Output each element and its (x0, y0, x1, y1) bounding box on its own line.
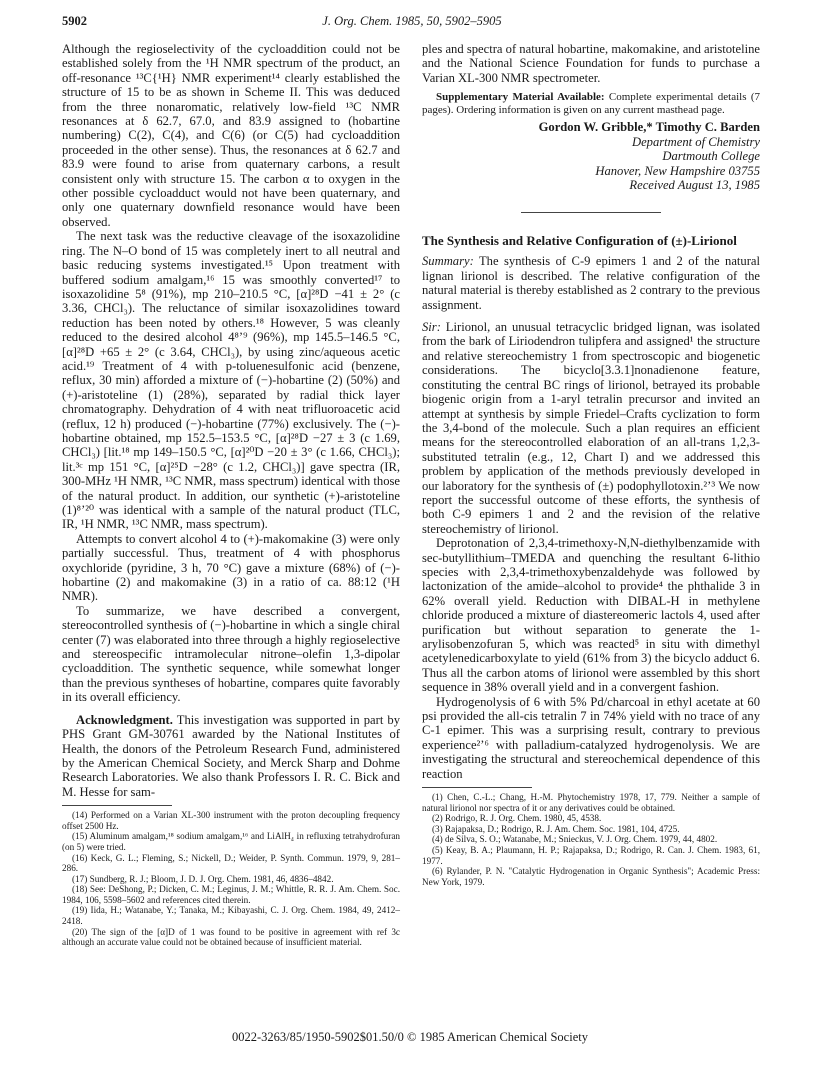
footnote: (5) Keay, B. A.; Plaumann, H. P.; Rajapaksa, D.; Rodrigo, R. Can. J. Chem. 1983, 61, 1977. (422, 845, 760, 866)
paragraph: Hydrogenolysis of 6 with 5% Pd/charcoal in ethyl acetate at 60 psi provided the all-cis tetralin 7 in 74% yield with no trace of any C-1 epimer. This was a surprising result, contrary to previous experience²ʼ⁶ with palladium-catalyzed hydrogenolysis. We are investigating the structural and stereochemical dependence of this reaction (422, 694, 760, 781)
author-names: Gordon W. Gribble,* Timothy C. Barden (538, 120, 760, 135)
right-column (422, 42, 760, 887)
summary-heading: Summary: (422, 254, 474, 269)
supplementary-material (422, 91, 760, 116)
paragraph: ples and spectra of natural hobartine, makomakine, and aristoteline and the National Science Foundation for funds to purchase a Varian XL-300 NMR spectrometer. (422, 42, 760, 85)
supplementary-heading: Supplementary Material Available: (436, 91, 605, 104)
affiliation-line: Department of Chemistry (631, 134, 760, 149)
journal-citation: J. Org. Chem. 1985, 50, 5902–5905 (322, 14, 502, 28)
footnote: (18) See: DeShong, P.; Dicken, C. M.; Leginus, J. M.; Whittle, R. R. J. Am. Chem. Soc. 1984, 106, 5598–5602 and references cited therein. (62, 884, 400, 905)
acknowledgment-heading: Acknowledgment. (76, 712, 173, 727)
footnotes-left (62, 810, 400, 948)
footnote: (1) Chen, C.-L.; Chang, H.-M. Phytochemistry 1978, 17, 779. Neither a sample of natural lirionol nor spectra of it or any derivatives could be obtained. (422, 792, 760, 813)
footnote: (6) Rylander, P. N. "Catalytic Hydrogenation in Organic Synthesis"; Academic Press: New York, 1979. (422, 866, 760, 887)
footnote-rule (62, 805, 172, 806)
page-number: 5902 (62, 14, 87, 28)
acknowledgment-text: This investigation was supported in part by PHS Grant GM-30761 awarded by the National Institutes of Health, the donors of the Petroleum Research Fund, administered by the American Chemical Society, and Merck Sharp and Dohme Research Laboratories. We also thank Professors I. R. C. Bick and M. Hesse for sam- (62, 712, 400, 799)
section-divider (521, 212, 661, 213)
footnote: (19) Iida, H.; Watanabe, Y.; Tanaka, M.; Kibayashi, C. J. Org. Chem. 1984, 49, 2412–2418. (62, 905, 400, 927)
footnote: (16) Keck, G. L.; Fleming, S.; Nickell, D.; Weider, P. Synth. Commun. 1979, 9, 281–286. (62, 852, 400, 874)
sir-heading: Sir: (422, 320, 441, 335)
footnote: (4) de Silva, S. O.; Watanabe, M.; Snieckus, V. J. Org. Chem. 1979, 44, 4802. (432, 834, 718, 845)
signature-block (422, 120, 760, 192)
supplementary-text: Complete experimental details (7 pages). Ordering information is given on any current masthead page. (422, 91, 760, 116)
summary-text: The synthesis of C-9 epimers 1 and 2 of the natural lignan lirionol is described. The relative configuration of the natural material is thereby established as 2 contrary to the previous assignment. (422, 254, 760, 312)
footnote: (3) Rajapaksa, D.; Rodrigo, R. J. Am. Chem. Soc. 1981, 104, 4725. (432, 823, 680, 834)
footnote: (17) Sundberg, R. J.; Bloom, J. D. J. Org. Chem. 1981, 46, 4836–4842. (72, 873, 334, 884)
footnote-rule (422, 787, 532, 788)
article-title: The Synthesis and Relative Configuration of (±)-Lirionol (422, 233, 737, 249)
paragraph-text: Lirionol, an unusual tetracyclic bridged lignan, was isolated from the bark of Liriodendron tulipfera and assigned¹ the structure and relative stereochemistry 1 from spectroscopic and biogenetic considerations. The bicyclo[3.3.1]nonadienone feature, constituting the central BC rings of lirionol, betrayed its probable biogenic origin from a 1-aryl tetralin precursor and invited an attempt at synthesis by simple Friedel–Crafts cyclization to form the 3,4-bond of the molecule. Such a plan requires an efficient means for the stereocontrolled elaboration of an all-trans 1,2,3-substituted tetralin (e.g., 12, Chart I) and we addressed this problem by application of the methods previously developed in our laboratory for the synthesis of (±) podophyllotoxin.²ʼ³ We now report the successful outcome of these efforts, the synthesis of both C-9 epimers 1 and 2 and the revision of the relative stereochemistry of lirionol. (422, 320, 760, 536)
page-header (62, 14, 762, 32)
left-column (62, 42, 400, 948)
acknowledgment (62, 713, 400, 799)
received-date: Received August 13, 1985 (629, 178, 760, 193)
affiliation-line: Hanover, New Hampshire 03755 (595, 163, 760, 178)
summary (422, 254, 760, 312)
paragraph: Attempts to convert alcohol 4 to (+)-makomakine (3) were only partially successful. Thus, treatment of 4 with phosphorus oxychloride (pyridine, 3 h, 70 °C) gave a mixture (68%) of (−)-hobartine (2) and makomakine (3) in a ratio of ca. 88:12 (¹H NMR). (62, 531, 400, 604)
paragraph: The next task was the reductive cleavage of the isoxazolidine ring. The N–O bond of 15 was completely inert to all neutral and basic reducing systems investigated.¹⁵ Upon treatment with buffered sodium amalgam,¹⁶ 15 was smoothly converted¹⁷ to isoxazolidine 5⁸ (91%), mp 210–210.5 °C, [α]²⁸D −41 ± 2° (c 3.36, CHCl₃). The reluctance of similar isoxazolidines toward reduction has been noted by others.¹⁸ However, 5 was cleanly reduced to the desired alcohol 4⁸ʼ⁹ (96%), mp 145.5–146.5 °C, [α]²⁸D +65 ± 2° (c 3.64, CHCl₃), by using zinc/aqueous acetic acid.¹⁹ Treatment of 4 with p-toluenesulfonic acid (benzene, reflux, 30 min) afforded a mixture of (−)-hobartine (2) (50%) and (+)-aristoteline (1) (28%), separated by radial thick layer chromatography. Dehydration of 4 with neat trifluoroacetic acid (reflux, 12 h) produced (−)-hobartine (77%) exclusively. The (−)-hobartine obtained, mp 152.5–153.5 °C, [α]²⁸D −27 ± 3 (c 1.69, CHCl₃) [lit.¹⁸ mp 149–150.5 °C, [α]²⁰D −20 ± 3° (c 1.66, CHCl₃); lit.³ᶜ mp 151 °C, [α]²⁵D −28° (c 1.2, CHCl₃)] gave spectra (IR, 300-MHz ¹H NMR, ¹³C NMR, mass spectrum) identical with those of the natural product. In addition, our synthetic (+)-aristoteline (1)⁸ʼ²⁰ was identical with a sample of the natural product (TLC, IR, ¹H NMR, ¹³C NMR, mass spectrum). (62, 229, 400, 532)
paragraph (422, 320, 760, 536)
footnote: (15) Aluminum amalgam,¹⁸ sodium amalgam,¹⁶ and LiAlH₄ in refluxing tetrahydrofuran (on 5) were tried. (62, 831, 400, 852)
footnote: (20) The sign of the [α]D of 1 was found to be positive in agreement with ref 3c although an accurate value could not be obtained because of insufficient material. (62, 926, 400, 948)
paragraph: Deprotonation of 2,3,4-trimethoxy-N,N-diethylbenzamide with sec-butyllithium–TMEDA and quenching the resultant 6-lithio species with 2,3,4-trimethoxybenzaldehyde was followed by lactonization of the amide–alcohol to provide⁴ the phthalide 3 in 62% overall yield. Reduction with DIBAL-H in methylene chloride produced a mixture of diastereomeric lactols 4, used after purification but without separation to generate the 1-arylisobenzofuran 5, which was reacted⁵ in situ with dimethyl acetylenedicarboxylate to yield (61% from 3) the bicyclo adduct 6. Thus all the carbon atoms of lirionol were assembled by this short sequence in 38% overall yield and in a convergent fashion. (422, 536, 760, 695)
affiliation-line: Dartmouth College (662, 149, 760, 164)
footnote: (14) Performed on a Varian XL-300 instrument with the proton decoupling frequency offset 2500 Hz. (62, 810, 400, 831)
paragraph: To summarize, we have described a convergent, stereocontrolled synthesis of (−)-hobartine in which a single chiral center (7) was elaborated into three through a highly regioselective and stereospecific intramolecular nitrone–olefin 1,3-dipolar cycloaddition. The synthetic sequence, while somewhat longer than the previous syntheses of hobartine, compares quite favorably in its overall efficiency. (62, 603, 400, 705)
page-footer: 0022-3263/85/1950-5902$01.50/0 © 1985 American Chemical Society (232, 1030, 588, 1044)
paragraph: Although the regioselectivity of the cycloaddition could not be established solely from the ¹H NMR spectrum of the product, an off-resonance ¹³C{¹H} NMR experiment¹⁴ clearly established the structure of 15 to be as shown in Scheme II. This was deduced from the three nonaromatic, relatively low-field ¹³C NMR resonances at δ 62.7, 67.0, and 83.9 assigned to (hobartine numbering) C(2), C(4), and C(6) (or C(5) had cycloaddition proceeded in the other sense). Thus, the resonances at δ 62.7 and 83.9 were found to arise from quaternary carbons, a result consistent only with structure 15. The carbon α to oxygen in the other possible cycloadduct would not have been quaternary, and only one quaternary downfield resonance would have been observed. (62, 42, 400, 229)
footnote: (2) Rodrigo, R. J. Org. Chem. 1980, 45, 4538. (432, 813, 602, 824)
footnotes-right (422, 792, 760, 887)
